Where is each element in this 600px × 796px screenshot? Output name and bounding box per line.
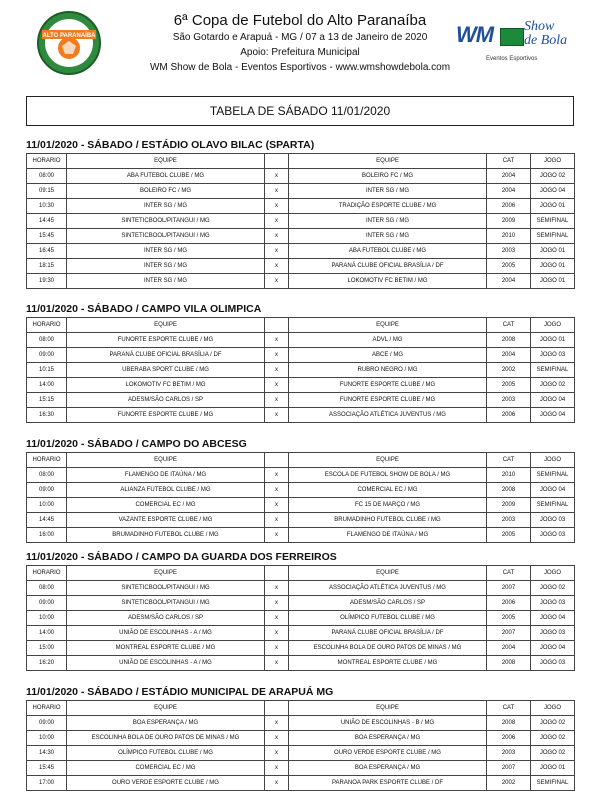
header-equipe-away: EQUIPE (289, 701, 487, 716)
cell-jogo: JOGO 02 (531, 581, 575, 596)
schedule-section (26, 550, 574, 671)
cell-team-home: ABA FUTEBOL CLUBE / MG (67, 169, 265, 184)
cell-team-away: OURO VERDE ESPORTE CLUBE / MG (289, 746, 487, 761)
cell-x: x (265, 513, 289, 528)
table-row (27, 259, 575, 274)
cell-hora: 15:15 (27, 393, 67, 408)
cell-team-home: OLÍMPICO FUTEBOL CLUBE / MG (67, 746, 265, 761)
table-row (27, 528, 575, 543)
cell-team-away: INTER SG / MG (289, 229, 487, 244)
table-row (27, 761, 575, 776)
cell-jogo: JOGO 04 (531, 641, 575, 656)
header-hora: HORARIO (27, 318, 67, 333)
header-equipe-home: EQUIPE (67, 453, 265, 468)
cell-x: x (265, 169, 289, 184)
tournament-location: São Gotardo e Arapuá - MG / 07 a 13 de Janeiro de 2020 (172, 32, 428, 43)
cell-team-away: RUBRO NEGRO / MG (289, 363, 487, 378)
table-row (27, 611, 575, 626)
cell-x: x (265, 274, 289, 289)
cell-hora: 08:00 (27, 468, 67, 483)
cell-team-home: FUNORTE ESPORTE CLUBE / MG (67, 333, 265, 348)
cell-hora: 09:00 (27, 596, 67, 611)
cell-team-home: INTER SG / MG (67, 274, 265, 289)
cell-cat: 2004 (487, 641, 531, 656)
cell-cat: 2008 (487, 483, 531, 498)
cell-team-home: VAZANTE ESPORTE CLUBE / MG (67, 513, 265, 528)
cell-x: x (265, 596, 289, 611)
table-row (27, 483, 575, 498)
cell-hora: 14:45 (27, 214, 67, 229)
header-cat: CAT (487, 154, 531, 169)
cell-cat: 2004 (487, 274, 531, 289)
cell-hora: 14:00 (27, 626, 67, 641)
cell-jogo: JOGO 03 (531, 513, 575, 528)
cell-cat: 2006 (487, 199, 531, 214)
cell-cat: 2005 (487, 611, 531, 626)
cell-hora: 16:00 (27, 528, 67, 543)
cell-jogo: JOGO 02 (531, 746, 575, 761)
table-row (27, 229, 575, 244)
cell-jogo: SEMIFINAL (531, 776, 575, 791)
cell-team-away: OLÍMPICO FUTEBOL CLUBE / MG (289, 611, 487, 626)
section-title: 11/01/2020 - SÁBADO / ESTÁDIO MUNICIPAL DE ARAPUÁ MG (26, 686, 334, 698)
table-row (27, 776, 575, 791)
cell-cat: 2005 (487, 378, 531, 393)
section-title: 11/01/2020 - SÁBADO / CAMPO DA GUARDA DOS FERREIROS (26, 551, 337, 563)
header-jogo: JOGO (531, 318, 575, 333)
cell-team-home: ADESM/SÃO CARLOS / SP (67, 611, 265, 626)
table-row (27, 393, 575, 408)
cell-team-home: INTER SG / MG (67, 259, 265, 274)
cell-team-away: PARANOA PARK ESPORTE CLUBE / DF (289, 776, 487, 791)
cell-jogo: JOGO 01 (531, 244, 575, 259)
cell-team-away: FLAMENGO DE ITAÚNA / MG (289, 528, 487, 543)
cell-x: x (265, 214, 289, 229)
header-cat: CAT (487, 318, 531, 333)
table-row (27, 731, 575, 746)
cell-x: x (265, 641, 289, 656)
logo-left-text: ALTO PARANAÍBA (42, 33, 96, 39)
logo-field-icon (500, 28, 524, 46)
table-row (27, 274, 575, 289)
tournament-support: Apoio: Prefeitura Municipal (240, 47, 360, 58)
cell-jogo: SEMIFINAL (531, 214, 575, 229)
cell-x: x (265, 348, 289, 363)
cell-x: x (265, 468, 289, 483)
cell-team-away: MONTREAL ESPORTE CLUBE / MG (289, 656, 487, 671)
header-x (265, 318, 289, 333)
logo-show-text (524, 20, 567, 48)
cell-cat: 2003 (487, 513, 531, 528)
cell-team-home: FUNORTE ESPORTE CLUBE / MG (67, 408, 265, 423)
schedule-table (26, 452, 575, 543)
table-row (27, 596, 575, 611)
cell-x: x (265, 483, 289, 498)
cell-x: x (265, 716, 289, 731)
cell-jogo: JOGO 02 (531, 716, 575, 731)
cell-x: x (265, 184, 289, 199)
table-row (27, 716, 575, 731)
cell-hora: 16:45 (27, 244, 67, 259)
cell-team-away: BOLEIRO FC / MG (289, 169, 487, 184)
cell-team-home: SINTETICBOOL/PITANGUI / MG (67, 229, 265, 244)
table-header-row (27, 453, 575, 468)
cell-team-away: FUNORTE ESPORTE CLUBE / MG (289, 393, 487, 408)
cell-team-home: BOLEIRO FC / MG (67, 184, 265, 199)
tournament-title: 6ª Copa de Futebol do Alto Paranaíba (173, 12, 427, 29)
cell-cat: 2003 (487, 393, 531, 408)
cell-jogo: JOGO 02 (531, 378, 575, 393)
cell-hora: 18:15 (27, 259, 67, 274)
cell-team-home: SINTETICBOOL/PITANGUI / MG (67, 214, 265, 229)
cell-x: x (265, 229, 289, 244)
table-row (27, 408, 575, 423)
cell-x: x (265, 498, 289, 513)
table-row (27, 184, 575, 199)
cell-cat: 2008 (487, 656, 531, 671)
cell-hora: 15:45 (27, 761, 67, 776)
cell-x: x (265, 408, 289, 423)
cell-cat: 2010 (487, 229, 531, 244)
header-hora: HORARIO (27, 453, 67, 468)
cell-hora: 15:45 (27, 229, 67, 244)
cell-cat: 2004 (487, 169, 531, 184)
header-equipe-home: EQUIPE (67, 154, 265, 169)
organizer-logo (456, 20, 576, 70)
header-x (265, 154, 289, 169)
cell-jogo: JOGO 01 (531, 259, 575, 274)
schedule-table (26, 153, 575, 289)
cell-team-away: COMERCIAL EC / MG (289, 483, 487, 498)
section-title: 11/01/2020 - SÁBADO / ESTÁDIO OLAVO BILAC (SPARTA) (26, 139, 315, 151)
cell-x: x (265, 581, 289, 596)
cell-x: x (265, 259, 289, 274)
cell-team-away: LOKOMOTIV FC BETIM / MG (289, 274, 487, 289)
cell-x: x (265, 626, 289, 641)
cell-team-home: COMERCIAL EC / MG (67, 498, 265, 513)
header-equipe-home: EQUIPE (67, 318, 265, 333)
header-jogo: JOGO (531, 566, 575, 581)
cell-jogo: JOGO 04 (531, 611, 575, 626)
cell-jogo: SEMIFINAL (531, 229, 575, 244)
cell-team-away: ASSOCIAÇÃO ATLÉTICA JUVENTUS / MG (289, 581, 487, 596)
schedule-table (26, 565, 575, 671)
cell-team-away: ESCOLINHA BOLA DE OURO PATOS DE MINAS / MG (289, 641, 487, 656)
cell-team-away: ADESM/SÃO CARLOS / SP (289, 596, 487, 611)
cell-jogo: SEMIFINAL (531, 468, 575, 483)
cell-hora: 09:00 (27, 483, 67, 498)
cell-hora: 15:00 (27, 641, 67, 656)
cell-cat: 2006 (487, 408, 531, 423)
cell-cat: 2004 (487, 348, 531, 363)
cell-cat: 2009 (487, 214, 531, 229)
schedule-title: TABELA DE SÁBADO 11/01/2020 (26, 96, 574, 126)
cell-hora: 10:00 (27, 731, 67, 746)
cell-team-home: MONTREAL ESPORTE CLUBE / MG (67, 641, 265, 656)
cell-x: x (265, 731, 289, 746)
cell-team-home: INTER SG / MG (67, 199, 265, 214)
logo-eventos-text: Eventos Esportivos (486, 56, 538, 62)
cell-x: x (265, 378, 289, 393)
tournament-logo (36, 10, 102, 76)
header-equipe-away: EQUIPE (289, 566, 487, 581)
cell-jogo: JOGO 03 (531, 528, 575, 543)
table-row (27, 513, 575, 528)
cell-team-away: PARANÁ CLUBE OFICIAL BRASÍLIA / DF (289, 626, 487, 641)
cell-hora: 10:15 (27, 363, 67, 378)
cell-team-away: PARANÁ CLUBE OFICIAL BRASÍLIA / DF (289, 259, 487, 274)
cell-team-away: ESCOLA DE FUTEBOL SHOW DE BOLA / MG (289, 468, 487, 483)
cell-cat: 2004 (487, 184, 531, 199)
cell-team-home: COMERCIAL EC / MG (67, 761, 265, 776)
cell-team-home: LOKOMOTIV FC BETIM / MG (67, 378, 265, 393)
header-x (265, 566, 289, 581)
cell-x: x (265, 776, 289, 791)
table-row (27, 641, 575, 656)
cell-team-home: OURO VERDE ESPORTE CLUBE / MG (67, 776, 265, 791)
cell-team-away: FC 15 DE MARÇO / MG (289, 498, 487, 513)
cell-hora: 14:30 (27, 746, 67, 761)
cell-x: x (265, 333, 289, 348)
cell-cat: 2002 (487, 776, 531, 791)
header-x (265, 453, 289, 468)
cell-cat: 2006 (487, 596, 531, 611)
header-cat: CAT (487, 453, 531, 468)
cell-hora: 19:30 (27, 274, 67, 289)
cell-jogo: JOGO 04 (531, 408, 575, 423)
header-equipe-home: EQUIPE (67, 701, 265, 716)
cell-jogo: JOGO 01 (531, 761, 575, 776)
header-jogo: JOGO (531, 701, 575, 716)
cell-cat: 2003 (487, 746, 531, 761)
cell-team-away: TRADIÇÃO ESPORTE CLUBE / MG (289, 199, 487, 214)
cell-team-home: ALIANZA FUTEBOL CLUBE / MG (67, 483, 265, 498)
cell-hora: 08:00 (27, 581, 67, 596)
table-row (27, 468, 575, 483)
cell-jogo: SEMIFINAL (531, 363, 575, 378)
cell-hora: 17:00 (27, 776, 67, 791)
cell-x: x (265, 199, 289, 214)
cell-hora: 16:20 (27, 656, 67, 671)
table-row (27, 378, 575, 393)
cell-jogo: JOGO 02 (531, 169, 575, 184)
schedule-section (26, 685, 574, 791)
cell-hora: 10:00 (27, 498, 67, 513)
cell-x: x (265, 746, 289, 761)
header-equipe-away: EQUIPE (289, 154, 487, 169)
table-header-row (27, 701, 575, 716)
cell-hora: 09:00 (27, 716, 67, 731)
header-jogo: JOGO (531, 453, 575, 468)
cell-team-away: ABCE / MG (289, 348, 487, 363)
page-header (0, 0, 600, 90)
table-row (27, 333, 575, 348)
cell-x: x (265, 363, 289, 378)
cell-team-away: INTER SG / MG (289, 184, 487, 199)
cell-team-home: SINTETICBOOL/PITANGUI / MG (67, 596, 265, 611)
header-jogo: JOGO (531, 154, 575, 169)
section-title: 11/01/2020 - SÁBADO / CAMPO VILA OLIMPICA (26, 303, 262, 315)
cell-jogo: JOGO 01 (531, 274, 575, 289)
cell-x: x (265, 528, 289, 543)
table-row (27, 199, 575, 214)
cell-jogo: JOGO 03 (531, 626, 575, 641)
cell-hora: 14:45 (27, 513, 67, 528)
tournament-organizer: WM Show de Bola - Eventos Esportivos - www.wmshowdebola.com (149, 62, 451, 73)
header-equipe-away: EQUIPE (289, 453, 487, 468)
cell-x: x (265, 761, 289, 776)
cell-team-home: ADESM/SÃO CARLOS / SP (67, 393, 265, 408)
cell-cat: 2009 (487, 498, 531, 513)
table-header-row (27, 566, 575, 581)
table-row (27, 169, 575, 184)
cell-jogo: JOGO 04 (531, 393, 575, 408)
cell-team-home: PARANÁ CLUBE OFICIAL BRASÍLIA / DF (67, 348, 265, 363)
schedule-section (26, 437, 574, 543)
cell-hora: 08:00 (27, 169, 67, 184)
header-hora: HORARIO (27, 154, 67, 169)
cell-team-home: UNIÃO DE ESCOLINHAS - A / MG (67, 656, 265, 671)
cell-hora: 09:00 (27, 348, 67, 363)
table-row (27, 746, 575, 761)
schedule-table (26, 700, 575, 791)
cell-team-home: INTER SG / MG (67, 244, 265, 259)
cell-team-home: FLAMENGO DE ITAÚNA / MG (67, 468, 265, 483)
cell-jogo: JOGO 03 (531, 656, 575, 671)
header-cat: CAT (487, 566, 531, 581)
cell-team-home: UBERABA SPORT CLUBE / MG (67, 363, 265, 378)
table-row (27, 363, 575, 378)
schedule-table (26, 317, 575, 423)
cell-team-away: INTER SG / MG (289, 214, 487, 229)
table-row (27, 498, 575, 513)
cell-team-home: ESCOLINHA BOLA DE OURO PATOS DE MINAS / MG (67, 731, 265, 746)
schedule-section (26, 302, 574, 423)
logo-wm-text: WM (456, 22, 494, 47)
cell-cat: 2010 (487, 468, 531, 483)
cell-hora: 14:00 (27, 378, 67, 393)
cell-team-away: BRUMADINHO FUTEBOL CLUBE / MG (289, 513, 487, 528)
section-title: 11/01/2020 - SÁBADO / CAMPO DO ABCESG (26, 438, 247, 450)
cell-jogo: JOGO 04 (531, 483, 575, 498)
header-equipe-home: EQUIPE (67, 566, 265, 581)
header-hora: HORARIO (27, 566, 67, 581)
cell-cat: 2008 (487, 716, 531, 731)
cell-jogo: JOGO 01 (531, 333, 575, 348)
cell-hora: 16:30 (27, 408, 67, 423)
cell-jogo: JOGO 03 (531, 596, 575, 611)
cell-team-away: BOA ESPERANÇA / MG (289, 761, 487, 776)
header-equipe-away: EQUIPE (289, 318, 487, 333)
table-header-row (27, 318, 575, 333)
cell-team-home: SINTETICBOOL/PITANGUI / MG (67, 581, 265, 596)
table-row (27, 656, 575, 671)
cell-cat: 2005 (487, 259, 531, 274)
cell-cat: 2008 (487, 333, 531, 348)
cell-team-home: BRUMADINHO FUTEBOL CLUBE / MG (67, 528, 265, 543)
cell-team-away: ABA FUTEBOL CLUBE / MG (289, 244, 487, 259)
cell-jogo: JOGO 03 (531, 348, 575, 363)
cell-team-away: UNIÃO DE ESCOLINHAS - B / MG (289, 716, 487, 731)
cell-team-away: ADVL / MG (289, 333, 487, 348)
cell-cat: 2005 (487, 528, 531, 543)
table-header-row (27, 154, 575, 169)
cell-team-home: UNIÃO DE ESCOLINHAS - A / MG (67, 626, 265, 641)
header-hora: HORARIO (27, 701, 67, 716)
cell-cat: 2007 (487, 761, 531, 776)
cell-hora: 10:00 (27, 611, 67, 626)
cell-hora: 10:30 (27, 199, 67, 214)
cell-cat: 2007 (487, 581, 531, 596)
cell-hora: 09:15 (27, 184, 67, 199)
cell-cat: 2007 (487, 626, 531, 641)
cell-jogo: JOGO 01 (531, 199, 575, 214)
cell-x: x (265, 244, 289, 259)
cell-x: x (265, 393, 289, 408)
cell-x: x (265, 656, 289, 671)
table-row (27, 244, 575, 259)
table-row (27, 214, 575, 229)
schedule-section (26, 138, 574, 289)
table-row (27, 348, 575, 363)
cell-team-home: BOA ESPERANÇA / MG (67, 716, 265, 731)
cell-cat: 2006 (487, 731, 531, 746)
header-cat: CAT (487, 701, 531, 716)
header-title-block (140, 12, 460, 75)
logo-debola-word: de Bola (524, 33, 568, 48)
cell-hora: 08:00 (27, 333, 67, 348)
table-row (27, 581, 575, 596)
cell-jogo: JOGO 04 (531, 184, 575, 199)
cell-team-away: FUNORTE ESPORTE CLUBE / MG (289, 378, 487, 393)
cell-jogo: JOGO 02 (531, 731, 575, 746)
cell-cat: 2002 (487, 363, 531, 378)
cell-cat: 2003 (487, 244, 531, 259)
cell-team-away: BOA ESPERANÇA / MG (289, 731, 487, 746)
cell-jogo: SEMIFINAL (531, 498, 575, 513)
cell-x: x (265, 611, 289, 626)
logo-show-word: Show (524, 19, 555, 34)
header-x (265, 701, 289, 716)
table-row (27, 626, 575, 641)
cell-team-away: ASSOCIAÇÃO ATLÉTICA JUVENTUS / MG (289, 408, 487, 423)
